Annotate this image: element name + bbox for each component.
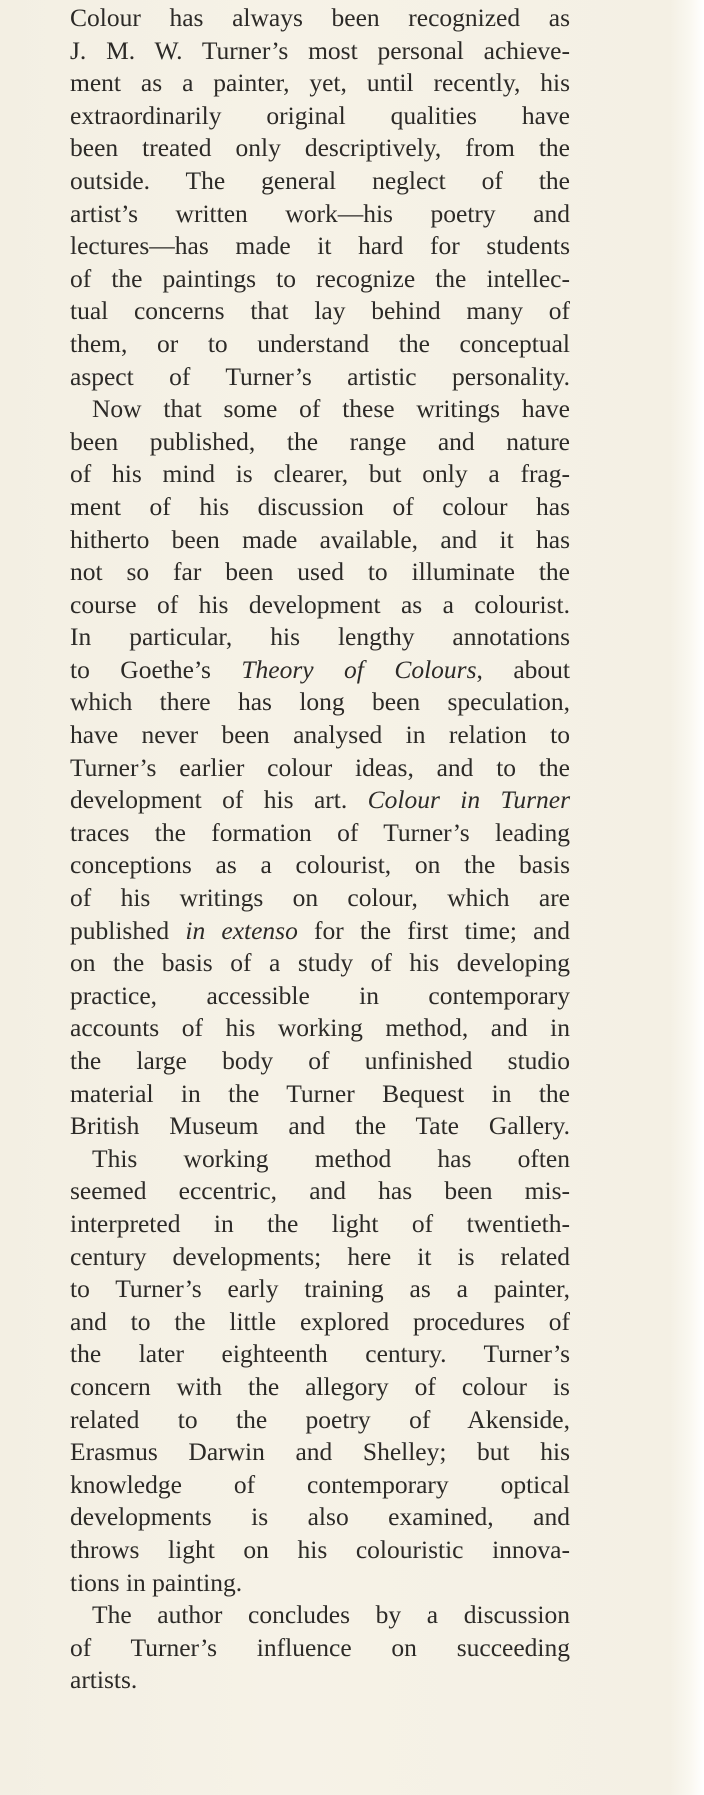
- text-line: of Turner’s influence on succeeding: [70, 1632, 570, 1662]
- text-line: been treated only descriptively, from the: [70, 133, 570, 163]
- text-line: published in extenso for the first time; and: [70, 915, 570, 945]
- text-line: development of his art. Colour in Turner: [70, 785, 570, 815]
- text-line: have never been analysed in relation to: [70, 720, 570, 750]
- text-line: and to the little explored procedures of: [70, 1306, 570, 1336]
- text-line: of his mind is clearer, but only a frag-: [70, 459, 570, 489]
- text-line: been published, the range and nature: [70, 426, 570, 456]
- latin-phrase-italic: in extenso: [185, 915, 298, 945]
- paragraph-2: [70, 393, 570, 1143]
- text-line: developments is also examined, and: [70, 1502, 570, 1532]
- text-line: Erasmus Darwin and Shelley; but his: [70, 1437, 570, 1467]
- text-line: artist’s written work—his poetry and: [70, 198, 570, 228]
- text-line: Colour has always been recognized as: [70, 3, 570, 32]
- text-line: Turner’s earlier colour ideas, and to the: [70, 752, 570, 782]
- text-line: practice, accessible in contemporary: [70, 980, 570, 1010]
- text-line: hitherto been made available, and it has: [70, 524, 570, 554]
- paragraph-1: [70, 2, 570, 393]
- text-line: This working method has often: [92, 1143, 570, 1173]
- text-line: lectures—has made it hard for students: [70, 231, 570, 261]
- body-text: [70, 2, 570, 1697]
- text-line: material in the Turner Bequest in the: [70, 1078, 570, 1108]
- paragraph-3: [70, 1143, 570, 1599]
- text-line: century developments; here it is related: [70, 1241, 570, 1271]
- text-line: the large body of unfinished studio: [70, 1046, 570, 1075]
- text-line: outside. The general neglect of the: [70, 165, 570, 195]
- text-line: the later eighteenth century. Turner’s: [70, 1339, 570, 1369]
- text-line: interpreted in the light of twentieth-: [70, 1208, 570, 1238]
- text-line: of the paintings to recognize the intellec-: [70, 263, 570, 293]
- text-line: extraordinarily original qualities have: [70, 100, 570, 130]
- text-line: to Turner’s early training as a painter,: [70, 1274, 570, 1304]
- page-edge-highlight: [670, 0, 704, 1795]
- text-line: throws light on his colouristic innova-: [70, 1534, 570, 1564]
- text-line: The author concludes by a discussion: [92, 1600, 570, 1630]
- text-line: In particular, his lengthy annotations: [70, 622, 570, 652]
- text-line: artists.: [70, 1665, 138, 1695]
- book-title-italic: Theory of Colours: [241, 654, 477, 684]
- text-line: ment of his discussion of colour has: [70, 491, 570, 521]
- text-line: related to the poetry of Akenside,: [70, 1404, 570, 1434]
- text-line: accounts of his working method, and in: [70, 1013, 570, 1043]
- paragraph-4: [70, 1599, 570, 1697]
- text-line: them, or to understand the conceptual: [70, 328, 570, 358]
- text-line: to Goethe’s Theory of Colours, about: [70, 654, 570, 684]
- text-line: aspect of Turner’s artistic personality.: [70, 361, 570, 391]
- book-title-italic: Colour in Turner: [367, 785, 570, 815]
- text-line: tual concerns that lay behind many of: [70, 296, 570, 326]
- text-line: ment as a painter, yet, until recently, his: [70, 68, 570, 98]
- text-line: of his writings on colour, which are: [70, 883, 570, 913]
- text-line: conceptions as a colourist, on the basis: [70, 850, 570, 880]
- text-line: knowledge of contemporary optical: [70, 1469, 570, 1499]
- text-line: not so far been used to illuminate the: [70, 557, 570, 587]
- text-line: seemed eccentric, and has been mis-: [70, 1176, 570, 1206]
- text-line: course of his development as a colourist.: [70, 589, 570, 619]
- text-line: traces the formation of Turner’s leading: [70, 817, 570, 847]
- text-line: Now that some of these writings have: [92, 394, 570, 424]
- text-line: concern with the allegory of colour is: [70, 1371, 570, 1401]
- text-line: tions in painting.: [70, 1567, 243, 1597]
- text-line: J. M. W. Turner’s most personal achieve-: [70, 35, 570, 65]
- text-line: British Museum and the Tate Gallery.: [70, 1111, 570, 1141]
- text-line: on the basis of a study of his developing: [70, 948, 570, 978]
- text-line: which there has long been speculation,: [70, 687, 570, 717]
